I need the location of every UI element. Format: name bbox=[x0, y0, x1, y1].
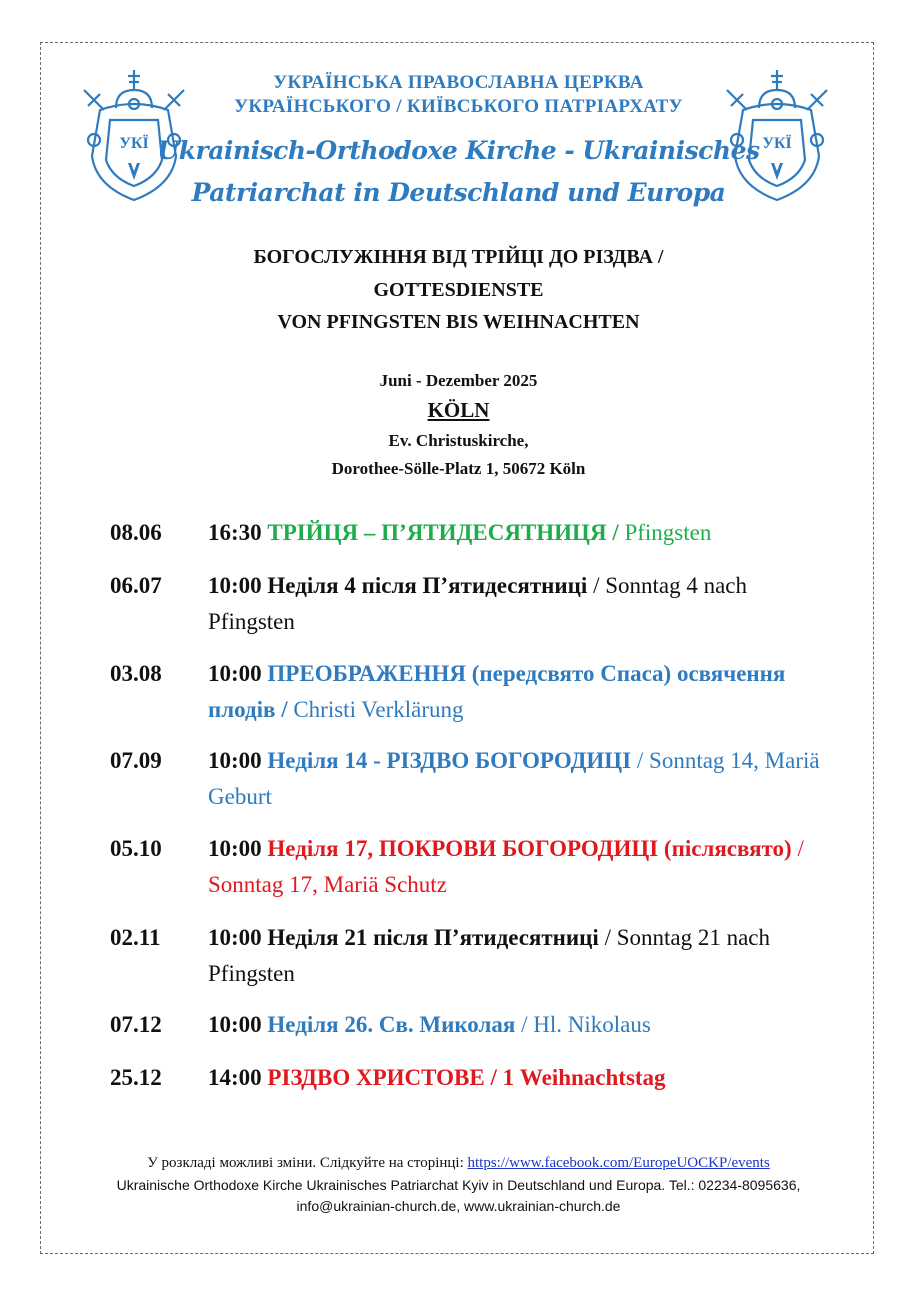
event-separator: / bbox=[791, 836, 804, 861]
schedule-title-line2: GOTTESDIENSTE bbox=[373, 279, 544, 301]
event-date: 25.12 bbox=[110, 1065, 162, 1090]
event-title: ТРІЙЦЯ – П’ЯТИДЕСЯТНИЦЯ bbox=[267, 520, 607, 545]
church-address: Dorothee-Sölle-Platz 1, 50672 Köln bbox=[331, 459, 586, 478]
svg-text:УКЇ: УКЇ bbox=[119, 135, 149, 152]
church-name-german-line1: Ukrainisch-Orthodoxe Kirche - Ukrainisches bbox=[157, 136, 760, 165]
event-item bbox=[110, 920, 830, 992]
event-item bbox=[110, 568, 830, 640]
event-date: 05.10 bbox=[110, 836, 162, 861]
schedule-title-line1: БОГОСЛУЖІННЯ ВІД ТРІЙЦІ ДО РІЗДВА / bbox=[253, 246, 664, 268]
event-date: 03.08 bbox=[110, 661, 162, 686]
event-time: 10:00 bbox=[208, 836, 262, 861]
facebook-events-link[interactable]: https://www.facebook.com/EuropeUOCKP/events bbox=[467, 1155, 770, 1171]
event-separator: / bbox=[606, 520, 625, 545]
event-separator: / bbox=[275, 697, 294, 722]
event-time: 10:00 bbox=[208, 748, 262, 773]
event-separator: / bbox=[631, 748, 650, 773]
svg-text:УКЇ: УКЇ bbox=[762, 135, 792, 152]
event-title: ПРЕОБРАЖЕННЯ (передсвято Спаса) освячення плодів bbox=[208, 661, 786, 722]
footer-notice-line bbox=[0, 1155, 917, 1172]
event-german-name: Sonntag 14, Mariä Geburt bbox=[208, 748, 820, 809]
event-time: 10:00 bbox=[208, 925, 262, 950]
event-item bbox=[110, 515, 830, 551]
event-date: 07.09 bbox=[110, 748, 162, 773]
event-item bbox=[110, 1060, 830, 1096]
event-time: 10:00 bbox=[208, 661, 262, 686]
event-separator: / bbox=[598, 925, 617, 950]
event-german-name: Sonntag 17, Mariä Schutz bbox=[208, 872, 447, 897]
event-time: 10:00 bbox=[208, 1012, 262, 1037]
church-name-ukrainian-line2: УКРАЇНСЬКОГО / КИЇВСЬКОГО ПАТРІАРХАТУ bbox=[234, 96, 683, 117]
event-separator: / bbox=[484, 1065, 503, 1090]
event-title: РІЗДВО ХРИСТОВЕ bbox=[267, 1065, 485, 1090]
schedule-period: Juni - Dezember 2025 bbox=[379, 371, 538, 390]
event-title: Неділя 21 після П’ятидесятниці bbox=[267, 925, 599, 950]
footer-notice: У розкладі можливі зміни. Слідкуйте на сторінці: bbox=[147, 1155, 468, 1171]
event-german-name: Sonntag 4 nach Pfingsten bbox=[208, 573, 748, 634]
event-title: Неділя 26. Св. Миколая bbox=[267, 1012, 516, 1037]
schedule-title-line3: VON PFINGSTEN BIS WEIHNACHTEN bbox=[277, 311, 640, 333]
event-separator: / bbox=[587, 573, 606, 598]
church-name-german-line2: Patriarchat in Deutschland und Europa bbox=[191, 178, 726, 207]
church-location: Ev. Christuskirche, bbox=[388, 431, 529, 450]
event-german-name: Hl. Nikolaus bbox=[533, 1012, 651, 1037]
event-title: Неділя 4 після П’ятидесятниці bbox=[267, 573, 588, 598]
event-title: Неділя 14 - РІЗДВО БОГОРОДИЦІ bbox=[267, 748, 632, 773]
event-german-name: Christi Verklärung bbox=[293, 697, 464, 722]
city-name: KÖLN bbox=[427, 398, 490, 422]
church-name-ukrainian-line1: УКРАЇНСЬКА ПРАВОСЛАВНА ЦЕРКВА bbox=[273, 72, 644, 93]
event-german-name: 1 Weihnachtstag bbox=[502, 1065, 666, 1090]
event-item bbox=[110, 743, 830, 815]
event-time: 16:30 bbox=[208, 520, 262, 545]
event-german-name: Sonntag 21 nach Pfingsten bbox=[208, 925, 771, 986]
event-item bbox=[110, 656, 830, 728]
event-item bbox=[110, 1007, 830, 1043]
event-date: 08.06 bbox=[110, 520, 162, 545]
footer-contacts: info@ukrainian-church.de, www.ukrainian-church.de bbox=[296, 1198, 621, 1214]
event-date: 02.11 bbox=[110, 925, 161, 950]
event-date: 06.07 bbox=[110, 573, 162, 598]
event-time: 10:00 bbox=[208, 573, 262, 598]
footer-organization: Ukrainische Orthodoxe Kirche Ukrainisches Patriarchat Kyiv in Deutschland und Europa. Tel.: 02234-8095636, bbox=[116, 1177, 801, 1193]
event-item bbox=[110, 831, 830, 903]
event-title: Неділя 17, ПОКРОВИ БОГОРОДИЦІ (післясвято) bbox=[267, 836, 792, 861]
event-time: 14:00 bbox=[208, 1065, 262, 1090]
event-date: 07.12 bbox=[110, 1012, 162, 1037]
event-separator: / bbox=[515, 1012, 534, 1037]
event-german-name: Pfingsten bbox=[624, 520, 712, 545]
